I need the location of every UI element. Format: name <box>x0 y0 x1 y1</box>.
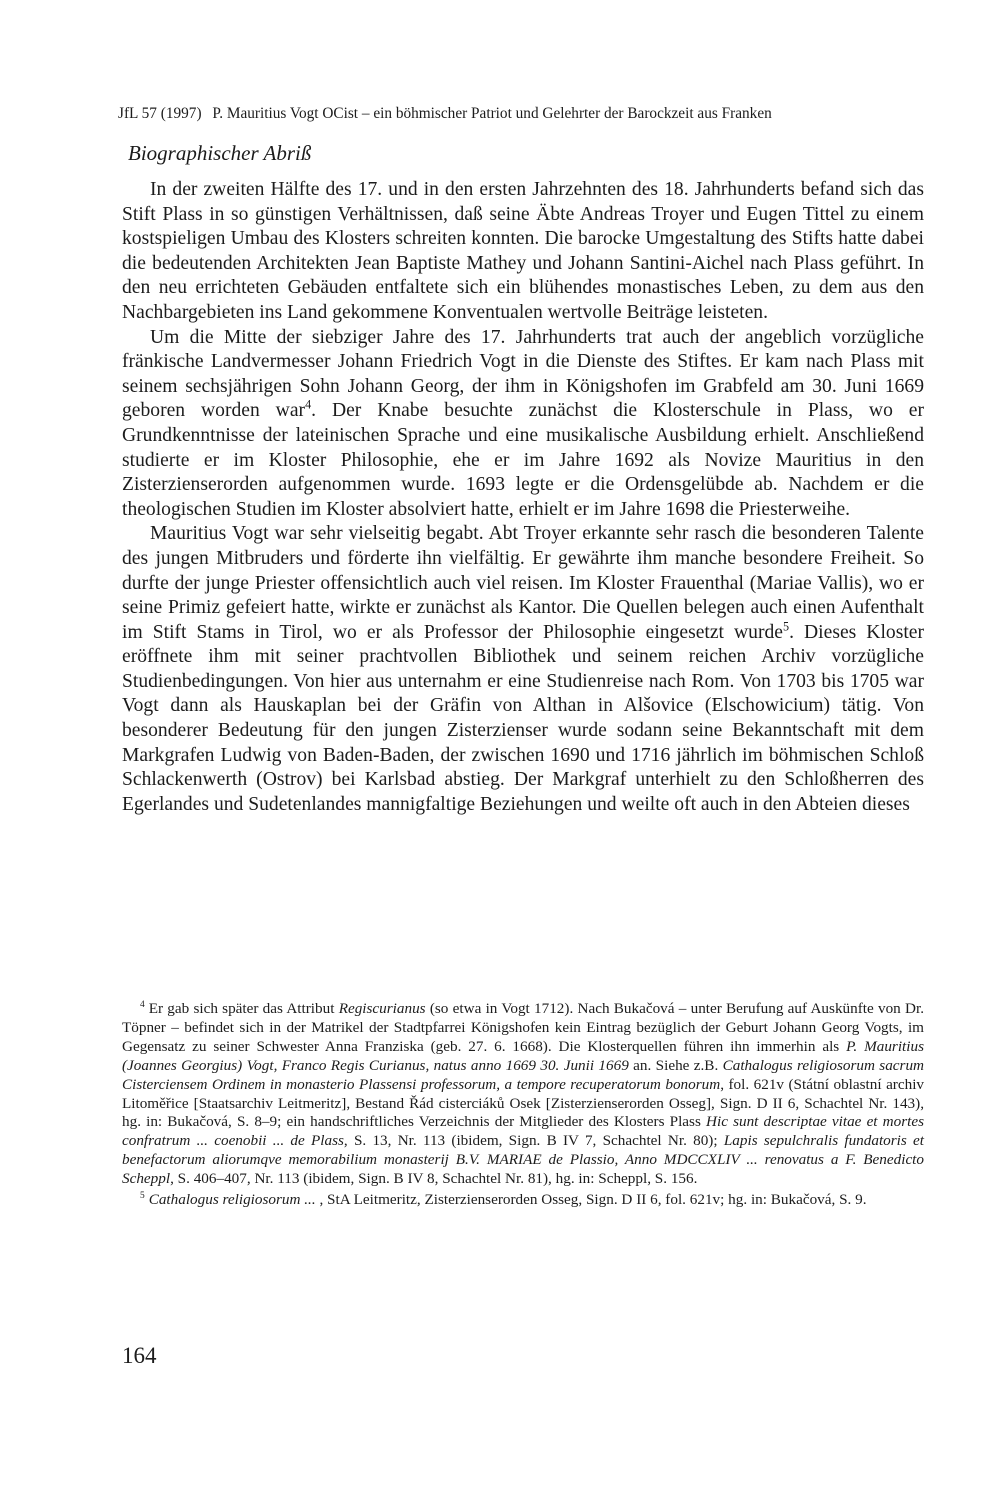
paragraph-text: . Der Knabe besuchte zunächst die Klosterschule in Plass, wo er Grundkenntnisse der lateinischen Sprache und eine musikalische Ausbildung erhielt. Anschließend studierte er im Kloster Philosophie, ehe er im Jahre 1692 als Novize Mauritius in den Zisterzienserorden aufgenommen wurde. 1693 legte er die Ordensgelübde ab. Nachdem er die theologischen Studien im Kloster absolviert hatte, erhielt er im Jahre 1698 die Priesterweihe. <box>122 400 924 520</box>
paragraph <box>122 522 924 817</box>
paragraph-text: In der zweiten Hälfte des 17. und in den ersten Jahrzehnten des 18. Jahrhunderts befand sich das Stift Plass in so günstigen Verhältnissen, daß seine Äbte Andreas Troyer und Eugen Tittel zu einem kostspieligen Umbau des Klosters schreiten konnten. Die barocke Umgestaltung des Stifts hatte dabei die bedeutenden Architekten Jean Baptiste Mathey und Johann Santini-Aichel nach Plass geführt. In den neu errichteten Gebäuden entfaltete sich ein blühendes monastisches Leben, zu dem aus den Nachbargebieten ins Land gekommene Konventualen wertvolle Beiträge leisteten. <box>122 179 924 323</box>
footnote-text: , S. 406–407, Nr. 113 (ibidem, Sign. B IV 8, Schachtel Nr. 81), hg. in: Scheppl, S. 156. <box>170 1170 698 1188</box>
footnote-marker: 5 <box>140 1191 145 1201</box>
running-header <box>118 104 918 124</box>
section-heading: Biographischer Abriß <box>128 141 312 165</box>
footnote-5 <box>122 1191 924 1210</box>
footnote-text: (so etwa in Vogt 1712). Nach Bukačová – unter Berufung auf Auskünfte von Dr. Töpner – befindet sich in der Matrikel der Stadtpfarrei Königshofen kein Eintrag bezüglich der Geburt Johann Georg Vogts, im Gegensatz zu seiner Schwester Anna Franziska (geb. 27. 6. 1668). Die Klosterquellen führen ihn immerhin als <box>122 1000 924 1055</box>
footnote-italic: Regiscurianus <box>338 1000 426 1017</box>
footnote-text: , fol. 621v (Státní oblastní archiv Litoměřice [Staatsarchiv Leitmeritz], Bestand Řád cisterciáků Osek [Zisterzienserorden Osseg], Sign. D II 6, Schachtel Nr. 143), hg. in: Bukačová, S. 8–9; ein handschriftliches Verzeichnis der Mitglieder des Klosters Plass <box>122 1075 925 1131</box>
footnote-text: , S. 13, Nr. 113 (ibidem, Sign. B IV 7, Schachtel Nr. 80); <box>343 1132 724 1150</box>
body-text <box>122 178 924 817</box>
footnote-reference[interactable]: 5 <box>783 619 790 634</box>
footnote-reference[interactable]: 4 <box>305 397 312 412</box>
footnote-marker: 4 <box>140 999 145 1010</box>
footnote-italic: Lapis sepulchralis fundatoris et benefactorum aliorumqve memorabilium monasterij B.V. MARIAE de Plassio, Anno MDCCXLIV ... renovatus a F. Benedicto Scheppl <box>122 1132 925 1188</box>
footnote-italic: Cathalogus religiosorum sacrum Cisterciensem Ordinem in monasterio Plassensi professorum, a tempore recuperatorum bonorum <box>122 1056 925 1093</box>
paragraph-text: . Dieses Kloster eröffnete ihm mit seiner prachtvollen Bibliothek und seinem reichen Archiv vorzügliche Studienbedingungen. Von hier aus unternahm er eine Studienreise nach Rom. Von 1703 bis 1705 war Vogt dann als Hauskaplan bei der Gräfin von Althan in Alšovice (Elschowicium) tätig. Von besonderer Bedeutung für den jungen Zisterzienser wurde sodann seine Bekanntschaft mit dem Markgrafen Ludwig von Baden-Baden, der zwischen 1690 und 1716 jährlich im böhmischen Schloß Schlackenwerth (Ostrov) bei Karlsbad abstieg. Der Markgraf unterhielt zu den Schloßherren des Egerlandes und Sudetenlandes mannigfaltige Beziehungen und weilte oft auch in den Abteien dieses <box>122 621 924 815</box>
footnote-text: , StA Leitmeritz, Zisterzienserorden Osseg, Sign. D II 6, fol. 621v; hg. in: Bukačová, S. 9. <box>315 1191 867 1209</box>
paragraph <box>122 326 924 523</box>
paragraph-text: Um die Mitte der siebziger Jahre des 17. Jahrhunderts trat auch der angeblich vorzügliche fränkische Landvermesser Johann Friedrich Vogt in die Dienste des Stiftes. Er kam nach Plass mit seinem sechsjährigen Sohn Johann Georg, der ihm in Königshofen im Grabfeld am 30. Juni 1669 geboren worden war <box>122 326 924 422</box>
footnotes <box>122 1000 924 1212</box>
footnote-4 <box>122 1000 924 1189</box>
footnote-italic: P. Mauritius (Joannes Georgius) Vogt, Franco Regis Curianus, natus anno 1669 30. Junii 1669 <box>122 1037 924 1074</box>
article-title: P. Mauritius Vogt OCist – ein böhmischer Patriot und Gelehrter der Barockzeit aus Franken <box>212 105 772 122</box>
footnote-italic: Hic sunt descriptae vitae et mortes confratrum ... coenobii ... de Plass <box>122 1113 925 1150</box>
footnote-text: an. Siehe z.B. <box>628 1056 723 1074</box>
footnote-text: Er gab sich später das Attribut <box>148 1000 339 1017</box>
paragraph <box>122 178 924 326</box>
page-number: 164 <box>122 1343 157 1368</box>
journal-citation: JfL 57 (1997) <box>118 105 202 122</box>
footnote-italic: Cathalogus religiosorum ... <box>148 1191 316 1209</box>
paragraph-text: Mauritius Vogt war sehr vielseitig begabt. Abt Troyer erkannte sehr rasch die besonderen Talente des jungen Mitbruders und förderte ihn vielfältig. Er gewährte ihm manche besondere Freiheit. So durfte der junge Priester offensichtlich auch viel reisen. Im Kloster Frauenthal (Mariae Vallis), wo er seine Primiz gefeiert hatte, wirkte er zunächst als Kantor. Die Quellen belegen auch einen Aufenthalt im Stift Stams in Tirol, wo er als Professor der Philosophie eingesetzt wurde <box>122 523 924 643</box>
